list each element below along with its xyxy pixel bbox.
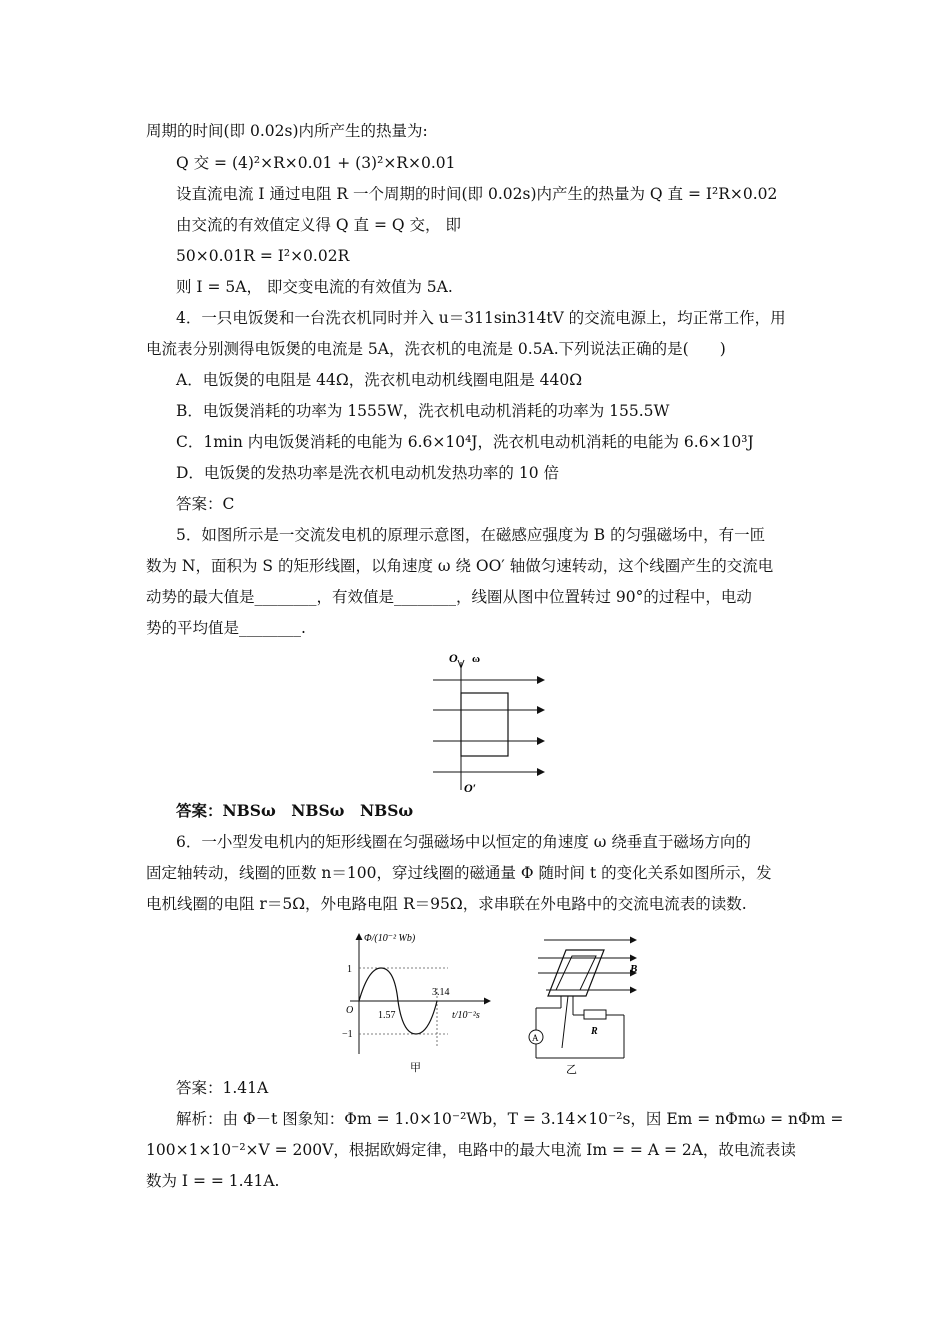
resistor <box>584 1010 606 1019</box>
text-line: 周期的时间(即 0.02s)内所产生的热量为: <box>146 122 428 140</box>
text-line: 设直流电流 I 通过电阻 R 一个周期的时间(即 0.02s)内产生的热量为 Q 直 = I²R×0.02 <box>176 185 778 203</box>
y-tick-minus-1: −1 <box>342 1029 353 1040</box>
solution-6: 解析：由 Φ－t 图象知：Φm = 1.0×10⁻²Wb，T = 3.14×10⁻²s，因 Em = nΦmω = nΦm = <box>176 1110 844 1128</box>
solution-6: 100×1×10⁻²×V = 200V，根据欧姆定律，电路中的最大电流 Im = = A = 2A，故电流表读 <box>146 1141 796 1159</box>
x-axis-label: t/10⁻²s <box>452 1010 480 1021</box>
y-axis-label: Φ/(10⁻² Wb) <box>364 933 416 944</box>
option-c: C．1min 内电饭煲消耗的电能为 6.6×10⁴J，洗衣机电动机消耗的电能为 6.6×10³J <box>176 433 754 451</box>
question-5-text: 势的平均值是________. <box>146 619 306 637</box>
answer-4: 答案：C <box>176 495 235 513</box>
generator-circuit <box>516 930 651 1076</box>
question-5-text: 动势的最大值是________，有效值是________，线圈从图中位置转过 90°的过程中，电动 <box>146 588 752 606</box>
question-5-text: 5．如图所示是一交流发电机的原理示意图，在磁感应强度为 B 的匀强磁场中，有一匝 <box>176 526 766 544</box>
rectangular-coil <box>461 693 508 756</box>
y-tick-1: 1 <box>347 964 352 975</box>
answer-6: 答案：1.41A <box>176 1079 269 1097</box>
question-6-text: 固定轴转动，线圈的匝数 n＝100，穿过线圈的磁通量 Φ 随时间 t 的变化关系如图所示，发 <box>146 864 772 882</box>
option-a: A．电饭煲的电阻是 44Ω，洗衣机电动机线圈电阻是 440Ω <box>176 371 583 389</box>
generator-diagram <box>428 648 553 798</box>
caption-yi: 乙 <box>566 1064 577 1076</box>
axis-label-o-prime: O′ <box>464 781 477 795</box>
formula-line: 50×0.01R = I²×0.02R <box>176 247 350 265</box>
omega-label: ω <box>472 653 481 665</box>
question-4-text: 4．一只电饭煲和一台洗衣机同时并入 u＝311sin314tV 的交流电源上，均正常工作，用 <box>176 309 786 327</box>
ammeter-label: A <box>532 1033 539 1043</box>
field-label-b: B <box>630 963 638 975</box>
flux-time-graph <box>340 928 500 1076</box>
option-d: D．电饭煲的发热功率是洗衣机电动机发热功率的 10 倍 <box>176 464 560 482</box>
text-line: 则 I = 5A， 即交变电流的有效值为 5A. <box>176 278 453 296</box>
text-line: 由交流的有效值定义得 Q 直 = Q 交， 即 <box>176 216 461 234</box>
x-tick-157: 1.57 <box>378 1010 396 1021</box>
solution-6: 数为 I = = 1.41A. <box>146 1172 280 1190</box>
axis-label-o: O <box>449 651 458 665</box>
question-4-text: 电流表分别测得电饭煲的电流是 5A，洗衣机的电流是 0.5A.下列说法正确的是( ) <box>146 340 726 358</box>
question-6-text: 6．一小型发电机内的矩形线圈在匀强磁场中以恒定的角速度 ω 绕垂直于磁场方向的 <box>176 833 751 851</box>
option-b: B．电饭煲消耗的功率为 1555W，洗衣机电动机消耗的功率为 155.5W <box>176 402 670 420</box>
origin-label: O <box>346 1005 354 1016</box>
formula-line: Q 交 = (4)²×R×0.01 + (3)²×R×0.01 <box>176 154 456 172</box>
question-6-text: 电机线圈的电阻 r＝5Ω，外电路电阻 R＝95Ω，求串联在外电路中的交流电流表的读数. <box>146 895 747 913</box>
rotation-axis <box>562 996 568 1048</box>
question-5-text: 数为 N，面积为 S 的矩形线圈，以角速度 ω 绕 OO′ 轴做匀速转动，这个线圈产生的交流电 <box>146 557 774 575</box>
resistor-label: R <box>591 1026 598 1037</box>
x-tick-314: 3.14 <box>432 987 450 998</box>
caption-jia: 甲 <box>410 1062 421 1074</box>
answer-5: 答案：NBSω NBSω NBSω <box>176 801 414 820</box>
